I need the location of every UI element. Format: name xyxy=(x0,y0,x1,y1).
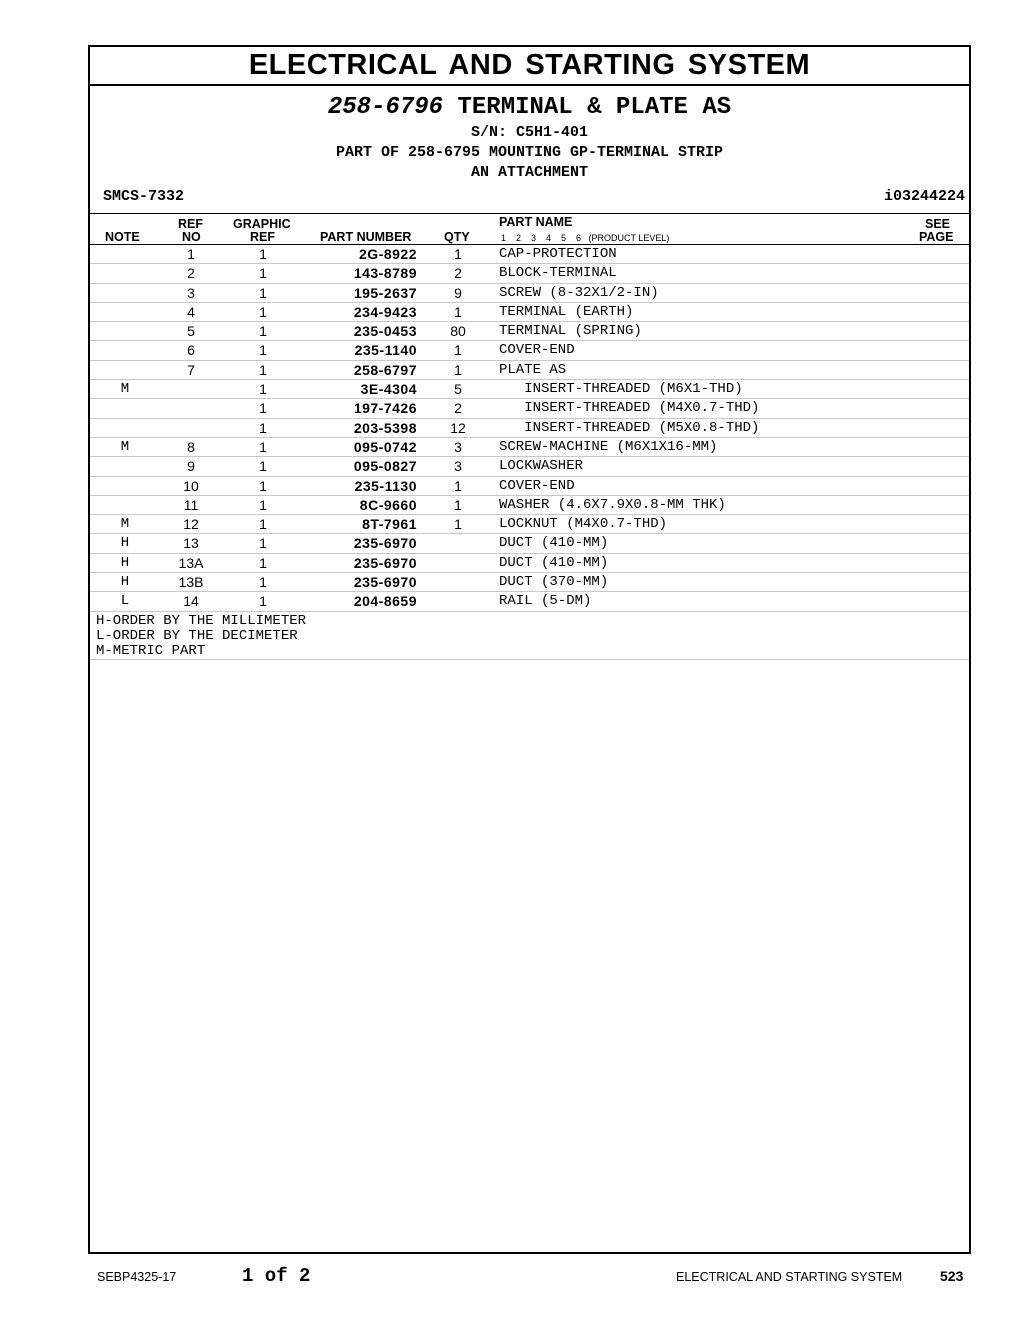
row-note: H xyxy=(120,535,130,552)
row-graphic-ref: 1 xyxy=(259,303,267,320)
col-see-top: SEE xyxy=(925,217,951,231)
row-part-number: 197-7426 xyxy=(353,400,417,417)
col-graphic-top: GRAPHIC xyxy=(233,217,291,231)
smcs-code: SMCS-7332 xyxy=(103,188,185,205)
col-graphic-bottom: REF xyxy=(250,230,275,244)
row-part-number: 3E-4304 xyxy=(360,381,417,398)
row-note: M xyxy=(120,381,130,398)
column-header xyxy=(90,214,969,245)
row-graphic-ref: 1 xyxy=(259,438,267,455)
row-qty: 3 xyxy=(454,438,462,455)
table-row xyxy=(90,284,969,303)
table-row xyxy=(90,515,969,534)
row-note: M xyxy=(120,516,130,533)
row-graphic-ref: 1 xyxy=(259,477,267,494)
col-qty: QTY xyxy=(444,230,470,244)
row-part-name: SCREW-MACHINE (M6X1X16-MM) xyxy=(499,438,718,455)
row-qty: 1 xyxy=(454,477,462,494)
row-ref-no: 13B xyxy=(178,574,204,591)
table-row xyxy=(90,477,969,496)
row-qty: 80 xyxy=(450,323,466,340)
table-row xyxy=(90,592,969,611)
row-qty: 5 xyxy=(454,381,462,398)
row-qty: 1 xyxy=(454,303,462,320)
table-row xyxy=(90,322,969,341)
table-row xyxy=(90,399,969,418)
table-row xyxy=(90,264,969,283)
row-graphic-ref: 1 xyxy=(259,419,267,436)
row-part-number: 2G-8922 xyxy=(359,246,417,262)
table-row xyxy=(90,361,969,380)
table-row xyxy=(90,438,969,457)
row-part-name: DUCT (370-MM) xyxy=(499,574,609,591)
row-part-name: INSERT-THREADED (M6X1-THD) xyxy=(499,381,743,398)
row-part-number: 143-8789 xyxy=(353,265,417,282)
table-row xyxy=(90,245,969,264)
row-ref-no: 6 xyxy=(187,342,195,359)
row-ref-no: 3 xyxy=(187,284,195,301)
footer-section: ELECTRICAL AND STARTING SYSTEM xyxy=(676,1270,903,1284)
col-part-number: PART NUMBER xyxy=(320,230,412,244)
row-part-name: TERMINAL (EARTH) xyxy=(499,303,634,320)
table-row xyxy=(90,496,969,515)
row-part-name: WASHER (4.6X7.9X0.8-MM THK) xyxy=(499,496,726,513)
row-note: M xyxy=(120,438,130,455)
row-graphic-ref: 1 xyxy=(259,284,267,301)
table-row xyxy=(90,457,969,476)
row-part-number: 195-2637 xyxy=(353,284,417,301)
row-ref-no: 9 xyxy=(187,458,195,475)
table-row xyxy=(90,573,969,592)
row-graphic-ref: 1 xyxy=(259,574,267,591)
row-part-name: COVER-END xyxy=(499,342,575,359)
row-qty: 1 xyxy=(454,342,462,359)
row-graphic-ref: 1 xyxy=(259,342,267,359)
row-part-name: DUCT (410-MM) xyxy=(499,554,609,571)
row-part-number: 235-6970 xyxy=(353,574,417,591)
footer-page-count: 1 of 2 xyxy=(242,1265,311,1287)
row-part-number: 203-5398 xyxy=(353,419,417,436)
row-ref-no: 1 xyxy=(187,246,195,262)
table-row xyxy=(90,419,969,438)
row-graphic-ref: 1 xyxy=(259,458,267,475)
row-graphic-ref: 1 xyxy=(259,593,267,610)
table-row xyxy=(90,303,969,322)
col-see-bottom: PAGE xyxy=(919,230,954,244)
row-part-number: 095-0827 xyxy=(353,458,417,475)
note-line: L-ORDER BY THE DECIMETER xyxy=(96,627,298,644)
page-footer xyxy=(0,1262,1020,1290)
row-part-number: 095-0742 xyxy=(353,438,417,455)
row-qty: 3 xyxy=(454,458,462,475)
table-row xyxy=(90,380,969,399)
row-ref-no: 13 xyxy=(183,535,199,552)
row-part-number: 258-6797 xyxy=(353,361,417,378)
row-part-name: DUCT (410-MM) xyxy=(499,535,609,552)
row-ref-no: 13A xyxy=(178,554,204,571)
row-graphic-ref: 1 xyxy=(259,323,267,340)
row-qty: 2 xyxy=(454,265,462,282)
part-heading xyxy=(90,94,969,122)
row-part-number: 234-9423 xyxy=(353,303,417,320)
row-ref-no: 12 xyxy=(183,516,199,533)
row-note: H xyxy=(120,554,130,571)
serial-number: S/N: C5H1-401 xyxy=(470,124,589,141)
row-part-name: INSERT-THREADED (M4X0.7-THD) xyxy=(499,400,760,417)
row-part-name: SCREW (8-32X1/2-IN) xyxy=(499,284,659,301)
row-qty: 1 xyxy=(454,361,462,378)
parts-table-body xyxy=(90,245,969,612)
row-graphic-ref: 1 xyxy=(259,361,267,378)
table-row xyxy=(90,341,969,360)
row-ref-no: 2 xyxy=(187,265,195,282)
row-qty: 9 xyxy=(454,284,462,301)
part-header xyxy=(90,86,969,214)
row-graphic-ref: 1 xyxy=(259,496,267,513)
part-number-heading: 258-6796 xyxy=(327,94,444,121)
row-part-number: 204-8659 xyxy=(353,593,417,610)
row-part-name: TERMINAL (SPRING) xyxy=(499,323,642,340)
row-part-name: PLATE AS xyxy=(499,361,567,378)
row-part-number: 235-6970 xyxy=(353,554,417,571)
notes-legend xyxy=(90,612,969,660)
attachment-line: AN ATTACHMENT xyxy=(470,164,589,181)
row-graphic-ref: 1 xyxy=(259,535,267,552)
row-note: H xyxy=(120,574,130,591)
row-ref-no: 8 xyxy=(187,438,195,455)
row-part-name: CAP-PROTECTION xyxy=(499,246,617,262)
row-qty: 1 xyxy=(454,496,462,513)
row-part-number: 235-0453 xyxy=(353,323,417,340)
row-part-name: LOCKNUT (M4X0.7-THD) xyxy=(499,516,668,533)
table-row xyxy=(90,534,969,553)
row-qty: 1 xyxy=(454,246,462,262)
row-part-name: RAIL (5-DM) xyxy=(499,593,592,610)
row-graphic-ref: 1 xyxy=(259,554,267,571)
row-ref-no: 5 xyxy=(187,323,195,340)
table-row xyxy=(90,554,969,573)
row-part-number: 235-1140 xyxy=(354,342,417,359)
col-note: NOTE xyxy=(105,230,140,244)
row-graphic-ref: 1 xyxy=(259,381,267,398)
col-ref-bottom: NO xyxy=(182,230,201,244)
section-title: ELECTRICAL AND STARTING SYSTEM xyxy=(90,47,969,86)
col-product-levels: 1 2 3 4 5 6 (PRODUCT LEVEL) xyxy=(501,233,670,243)
row-ref-no: 4 xyxy=(187,303,195,320)
row-part-name: BLOCK-TERMINAL xyxy=(499,265,617,282)
row-graphic-ref: 1 xyxy=(259,400,267,417)
row-part-name: INSERT-THREADED (M5X0.8-THD) xyxy=(499,419,760,436)
row-part-number: 235-1130 xyxy=(354,477,417,494)
row-note: L xyxy=(120,593,130,610)
row-ref-no: 10 xyxy=(183,477,199,494)
col-ref-top: REF xyxy=(178,217,203,231)
row-ref-no: 11 xyxy=(183,496,199,513)
image-id: i03244224 xyxy=(883,188,965,205)
row-part-number: 8T-7961 xyxy=(362,516,417,533)
row-qty: 2 xyxy=(454,400,462,417)
row-graphic-ref: 1 xyxy=(259,516,267,533)
note-line: M-METRIC PART xyxy=(96,643,206,660)
footer-page-number: 523 xyxy=(940,1268,964,1284)
page-frame xyxy=(88,45,971,1254)
note-line: H-ORDER BY THE MILLIMETER xyxy=(96,612,307,629)
row-part-name: COVER-END xyxy=(499,477,575,494)
row-part-number: 8C-9660 xyxy=(359,496,417,513)
row-part-number: 235-6970 xyxy=(353,535,417,552)
part-title: TERMINAL & PLATE AS xyxy=(457,94,732,121)
row-graphic-ref: 1 xyxy=(259,265,267,282)
footer-doc-number: SEBP4325-17 xyxy=(97,1270,177,1284)
col-part-name: PART NAME xyxy=(499,215,573,229)
row-ref-no: 7 xyxy=(187,361,195,378)
row-qty: 12 xyxy=(450,419,466,436)
row-ref-no: 14 xyxy=(183,593,199,610)
row-part-name: LOCKWASHER xyxy=(499,458,584,475)
part-of-line: PART OF 258-6795 MOUNTING GP-TERMINAL STRIP xyxy=(335,144,724,161)
row-graphic-ref: 1 xyxy=(259,246,267,262)
row-qty: 1 xyxy=(454,516,462,533)
